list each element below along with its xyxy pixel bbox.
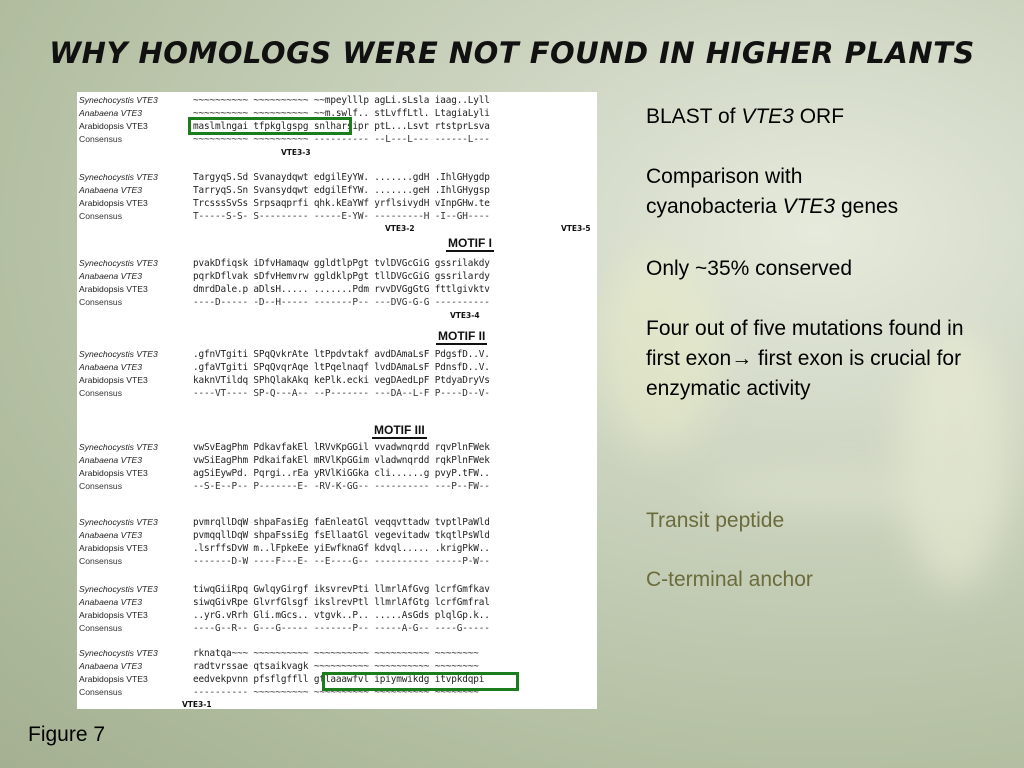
vte3-gene-name: VTE3: [782, 195, 836, 218]
alignment-row: [77, 296, 597, 309]
alignment-row: [77, 361, 597, 374]
transit-peptide-box: [188, 117, 352, 135]
sequence-label: Arabidopsis VTE3: [79, 375, 148, 385]
alignment-row: [77, 387, 597, 400]
sequence-text: TargyqS.Sd Svanaydqwt edgilEyYW. .......gdH .IhlGHygdp: [193, 172, 490, 183]
alignment-row: [77, 622, 597, 635]
vte3-5-label: VTE3-5: [561, 224, 591, 233]
sequence-label: Anabaena VTE3: [79, 362, 143, 372]
alignment-row: [77, 257, 597, 270]
alignment-row: [77, 270, 597, 283]
sequence-label: Anabaena VTE3: [79, 597, 143, 607]
sequence-text: pvakDfiqsk iDfvHamaqw ggldtlpPgt tvlDVGcGiG gssrilakdy: [193, 258, 490, 269]
sequence-text: ~~~~~~~~~~ ~~~~~~~~~~ ---------- --L---L--- ------L---: [193, 134, 490, 145]
sequence-label: Synechocystis VTE3: [79, 517, 158, 527]
alignment-row: [77, 283, 597, 296]
sequence-label: Consensus: [79, 211, 122, 221]
sequence-text: pvmqqllDqW shpaFssiEg fsEllaatGl vegevitadw tkqtlPsWld: [193, 530, 490, 541]
sequence-label: Arabidopsis VTE3: [79, 198, 148, 208]
motif-2-label: MOTIF II: [438, 329, 486, 343]
blast-text: BLAST of VTE3 ORF: [646, 105, 845, 128]
conserved-text: Only ~35% conserved: [646, 257, 853, 280]
sequence-label: Consensus: [79, 623, 122, 633]
sequence-text: ---------- ~~~~~~~~~~ ~~~~~~~~~~ ~~~~~~~~~~ ~~~~~~~~: [193, 687, 479, 698]
alignment-row: [77, 480, 597, 493]
sequence-alignment-figure: [77, 92, 597, 709]
sequence-text: ~~~~~~~~~~ ~~~~~~~~~~ ~~mpeylllp agLi.sLsla iaag..Lyll: [193, 95, 490, 106]
sequence-label: Consensus: [79, 556, 122, 566]
vte3-4-label: VTE3-4: [450, 311, 480, 320]
sequence-text: --S-E--P-- P-------E- -RV-K-GG-- ---------- ---P--FW--: [193, 481, 490, 492]
alignment-block: [77, 348, 597, 400]
sequence-text: pvmrqllDqW shpaFasiEg faEnleatGl veqqvttadw tvptlPaWld: [193, 517, 490, 528]
alignment-row: [77, 583, 597, 596]
sequence-label: Anabaena VTE3: [79, 530, 143, 540]
alignment-row: [77, 210, 597, 223]
alignment-block: [77, 171, 597, 223]
alignment-row: [77, 647, 597, 660]
motif-1-label: MOTIF I: [448, 236, 492, 250]
alignment-row: [77, 441, 597, 454]
sequence-text: -------D-W ----F---E- --E----G-- ---------- -----P-W--: [193, 556, 490, 567]
alignment-block: [77, 583, 597, 635]
alignment-row: [77, 94, 597, 107]
sequence-text: siwqGivRpe GlvrfGlsgf ikslrevPtl llmrlAfGtg lcrfGmfral: [193, 597, 490, 608]
sequence-label: Anabaena VTE3: [79, 185, 143, 195]
sequence-label: Synechocystis VTE3: [79, 349, 158, 359]
sequence-text: .gfaVTgiti SPqQvqrAqe ltPqelnaqf lvdDAmaLsF PdnsfD..V.: [193, 362, 490, 373]
sequence-text: rknatqa~~~ ~~~~~~~~~~ ~~~~~~~~~~ ~~~~~~~~~~ ~~~~~~~~: [193, 648, 479, 659]
sequence-label: Anabaena VTE3: [79, 271, 143, 281]
alignment-row: [77, 542, 597, 555]
alignment-row: [77, 454, 597, 467]
sequence-label: Consensus: [79, 297, 122, 307]
alignment-block: [77, 441, 597, 493]
alignment-row: [77, 197, 597, 210]
alignment-row: [77, 374, 597, 387]
motif-3-label: MOTIF III: [374, 423, 425, 437]
alignment-block: [77, 516, 597, 568]
sequence-text: vwSiEagPhm PdkaifakEl mRVlKpGGim vladwnqrdd rqkPlnFWek: [193, 455, 490, 466]
vte3-3-label: VTE3-3: [281, 148, 311, 157]
sequence-label: Anabaena VTE3: [79, 108, 143, 118]
alignment-row: [77, 171, 597, 184]
sequence-text: maslmlngai tfpkglgspg snlharsipr ptL...Lsvt rtstprLsva: [193, 121, 490, 132]
sequence-text: ..yrG.vRrh Gli.mGcs.. vtgvk..P.. .....AsGds plqlGp.k..: [193, 610, 490, 621]
sequence-label: Arabidopsis VTE3: [79, 284, 148, 294]
sequence-text: ~~~~~~~~~~ ~~~~~~~~~~ ~~m.swlf.. stLvffLtl. LtagiaLyli: [193, 108, 490, 119]
sequence-label: Arabidopsis VTE3: [79, 674, 148, 684]
alignment-row: [77, 555, 597, 568]
sequence-text: ----D----- -D--H----- -------P-- ---DVG-G-G ----------: [193, 297, 490, 308]
sequence-label: Synechocystis VTE3: [79, 584, 158, 594]
alignment-row: [77, 516, 597, 529]
comparison-text: Comparison with cyanobacteria VTE3 genes: [646, 165, 899, 218]
c-terminal-anchor-box: [322, 672, 519, 691]
sequence-text: eedvekpvnn pfsflgffll gtlaaawfvl ipiymwikdg itvpkdqpi: [193, 674, 485, 685]
sequence-label: Consensus: [79, 388, 122, 398]
c-terminal-anchor-legend: C-terminal anchor: [646, 568, 813, 591]
mutations-text: Four out of five mutations found in first exon→ first exon is crucial for enzymatic activity: [646, 317, 964, 400]
sequence-text: pqrkDflvak sDfvHemvrw ggldklpPgt tllDVGcGiG gssrilardy: [193, 271, 490, 282]
sequence-text: ----G--R-- G---G----- -------P-- -----A-G-- ----G-----: [193, 623, 490, 634]
alignment-row: [77, 184, 597, 197]
alignment-block: [77, 257, 597, 309]
sequence-text: TrcsssSvSs Srpsaqprfi qhk.kEaYWf yrflsivydH vInpGHw.te: [193, 198, 490, 209]
sequence-label: Arabidopsis VTE3: [79, 468, 148, 478]
sequence-label: Consensus: [79, 687, 122, 697]
sequence-label: Anabaena VTE3: [79, 455, 143, 465]
sequence-text: vwSvEagPhm PdkavfakEl lRVvKpGGil vvadwnqrdd rqvPlnFWek: [193, 442, 490, 453]
sequence-label: Synechocystis VTE3: [79, 258, 158, 268]
sequence-text: .lsrffsDvW m..lFpkeEe yiEwfknaGf kdvql..... .krigPkW..: [193, 543, 490, 554]
sequence-label: Synechocystis VTE3: [79, 95, 158, 105]
sequence-text: dmrdDale.p aDlsH..... .......Pdm rvvDVGgGtG fttlgivktv: [193, 284, 490, 295]
sequence-label: Synechocystis VTE3: [79, 648, 158, 658]
alignment-row: [77, 348, 597, 361]
sequence-text: T-----S-S- S--------- -----E-YW- ---------H -I--GH----: [193, 211, 490, 222]
sequence-text: TarryqS.Sn Svansydqwt edgilEfYW. .......geH .IhlGHygsp: [193, 185, 490, 196]
sequence-text: ----VT---- SP-Q---A-- --P------- ---DA--L-F P----D--V-: [193, 388, 490, 399]
arrow-icon: →: [731, 347, 753, 370]
vte3-gene-name: VTE3: [741, 105, 794, 128]
alignment-row: [77, 596, 597, 609]
sequence-label: Arabidopsis VTE3: [79, 610, 148, 620]
alignment-row: [77, 529, 597, 542]
sequence-label: Consensus: [79, 481, 122, 491]
sequence-label: Arabidopsis VTE3: [79, 121, 148, 131]
vte3-1-label: VTE3-1: [182, 700, 212, 709]
sequence-label: Anabaena VTE3: [79, 661, 143, 671]
sequence-text: agSiEywPd. Pqrgi..rEa yRVlKiGGka cli......g pvyP.tFW..: [193, 468, 490, 479]
sequence-text: .gfnVTgiti SPqQvkrAte ltPpdvtakf avdDAmaLsF PdgsfD..V.: [193, 349, 490, 360]
slide-title: WHY HOMOLOGS WERE NOT FOUND IN HIGHER PLANTS: [49, 36, 975, 70]
figure-label: Figure 7: [28, 723, 106, 746]
sequence-label: Synechocystis VTE3: [79, 442, 158, 452]
vte3-2-label: VTE3-2: [385, 224, 415, 233]
transit-peptide-legend: Transit peptide: [646, 509, 785, 532]
sequence-text: tiwqGiiRpq GwlqyGirgf iksvrevPti llmrlAfGvg lcrfGmfkav: [193, 584, 490, 595]
sequence-text: radtvrssae qtsaikvagk ~~~~~~~~~~ ~~~~~~~~~~ ~~~~~~~~: [193, 661, 479, 672]
alignment-row: [77, 609, 597, 622]
sequence-label: Synechocystis VTE3: [79, 172, 158, 182]
background-blur: [700, 470, 1000, 510]
sequence-label: Consensus: [79, 134, 122, 144]
sequence-text: kaknVTildq SPhQlakAkq kePlk.ecki vegDAedLpF PtdyaDryVs: [193, 375, 490, 386]
sequence-label: Arabidopsis VTE3: [79, 543, 148, 553]
alignment-row: [77, 467, 597, 480]
